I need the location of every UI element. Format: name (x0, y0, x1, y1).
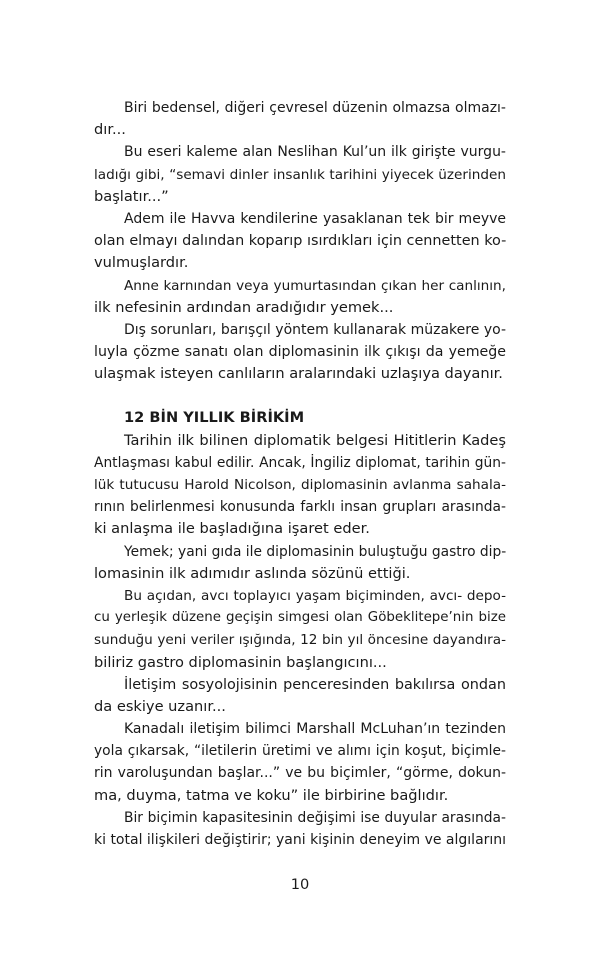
text-line: rının belirlenmesi konusunda farklı insan grupları arasında- (94, 499, 506, 516)
page-number: 10 (290, 876, 310, 893)
text-line: sunduğu yeni veriler ışığında, 12 bin yıl öncesine dayandıra- (94, 632, 506, 649)
text-line: luyla çözme sanatı olan diplomasinin ilk çıkışı da yemeğe (94, 344, 506, 361)
page-body (94, 97, 506, 851)
section-spacer (94, 385, 506, 407)
text-line: Biri bedensel, diğeri çevresel düzenin olmazsa olmazı- (124, 100, 506, 116)
paragraph-10 (94, 718, 506, 807)
text-line: Adem ile Havva kendilerine yasaklanan tek bir meyve (124, 210, 506, 227)
text-line: yola çıkarsak, “iletilerin üretimi ve alımı için koşut, biçimle- (94, 743, 506, 760)
paragraph-4 (94, 275, 506, 319)
paragraph-9 (94, 674, 506, 718)
text-line: rin varoluşundan başlar...” ve bu biçimler, “görme, dokun- (94, 765, 506, 782)
text-line: da eskiye uzanır... (94, 697, 226, 715)
text-line: Kanadalı iletişim bilimci Marshall McLuhan’ın tezinden (124, 721, 506, 738)
text-line: dır... (94, 121, 126, 139)
text-line: Dış sorunları, barışçıl yöntem kullanarak müzakere yo- (124, 321, 506, 338)
text-line: ilk nefesinin ardından aradığıdır yemek... (94, 298, 394, 316)
text-line: vulmuşlardır. (94, 254, 189, 272)
text-line: ma, duyma, tatma ve koku” ile birbirine bağlıdır. (94, 786, 449, 804)
section-heading: 12 BİN YILLIK BİRİKİM (124, 409, 305, 427)
text-line: başlatır...” (94, 187, 169, 205)
paragraph-2 (94, 141, 506, 208)
paragraph-1 (94, 97, 506, 141)
text-line: Antlaşması kabul edilir. Ancak, İngiliz diplomat, tarihin gün- (94, 454, 506, 471)
paragraph-11 (94, 807, 506, 851)
text-line: Bu eseri kaleme alan Neslihan Kul’un ilk girişte vurgu- (124, 144, 506, 161)
paragraph-7 (94, 541, 506, 585)
text-line: ki anlaşma ile başladığına işaret eder. (94, 520, 370, 538)
text-line: Yemek; yani gıda ile diplomasinin buluştuğu gastro dip- (124, 543, 507, 560)
text-line: cu yerleşik düzene geçişin simgesi olan Göbeklitepe’nin bize (94, 610, 506, 626)
paragraph-6 (94, 430, 506, 541)
text-line: ulaşmak isteyen canlıların aralarındaki uzlaşıya dayanır. (94, 365, 503, 383)
text-line: olan elmayı dalından koparıp ısırdıkları için cennetten ko- (94, 233, 507, 250)
text-line: İletişim sosyolojisinin penceresinden bakılırsa ondan (124, 676, 506, 693)
text-line: lomasinin ilk adımıdır aslında sözünü ettiği. (94, 564, 411, 582)
text-line: Bir biçimin kapasitesinin değişimi ise duyular arasında- (124, 809, 506, 826)
text-line: Bu açıdan, avcı toplayıcı yaşam biçiminden, avcı- depo- (124, 587, 506, 604)
text-line: lük tutucusu Harold Nicolson, diplomasinin avlanma sahala- (94, 477, 506, 493)
text-line: Anne karnından veya yumurtasından çıkan her canlının, (124, 277, 506, 294)
intro-section (94, 97, 506, 385)
text-line: ki total ilişkileri değiştirir; yani kişinin deneyim ve algılarını (94, 832, 507, 848)
paragraph-3 (94, 208, 506, 275)
text-line: ladığı gibi, “semavi dinler insanlık tarihini yiyecek üzerinden (94, 166, 506, 183)
paragraph-8 (94, 585, 506, 674)
main-section (94, 430, 506, 852)
text-line: Tarihin ilk bilinen diplomatik belgesi Hititlerin Kadeş (124, 431, 506, 449)
paragraph-5 (94, 319, 506, 386)
text-line: biliriz gastro diplomasinin başlangıcını... (94, 653, 387, 671)
